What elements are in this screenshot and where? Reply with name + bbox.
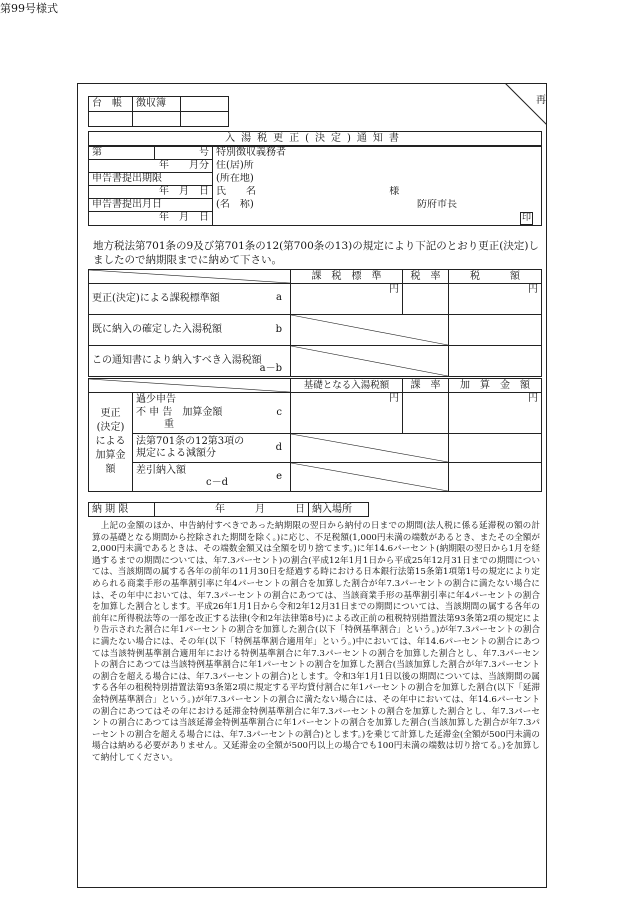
row-cd-diagonal (291, 463, 449, 492)
address-label: 住(居)所 (213, 160, 542, 173)
ledger-blank (181, 112, 229, 127)
tax-calc-table (88, 269, 542, 377)
corp-name-row (213, 199, 542, 212)
row-b-diagonal (291, 315, 449, 346)
row-b-mark: b (275, 324, 282, 335)
calc2-header-blank (89, 379, 291, 393)
address-sub-label: (所在地) (213, 173, 542, 186)
row-b-label: 既に納入の確定した入湯税額 b (89, 315, 291, 346)
calc-header-blank (89, 270, 291, 284)
col-tax-base: 課 税 標 準 (291, 270, 403, 284)
name-label: 氏 名 (216, 186, 256, 197)
row-c-mark: c (276, 407, 282, 418)
payment-table (88, 502, 542, 517)
additional-tax-table (88, 378, 542, 492)
col-rate: 課 率 (403, 379, 449, 393)
collection-book-label: 徴収簿 (133, 97, 181, 112)
year-month-division: 年 月分 (89, 160, 213, 173)
notice-text: 地方税法第701条の9及び第701条の12(第700条の13)の規定により下記のとおり更正(決定)しましたので納期限までに納めて下さい。 (93, 240, 539, 266)
seal-mark: 印 (521, 212, 531, 223)
ledger-blank (181, 97, 229, 112)
ledger-table (88, 96, 229, 127)
seal-cell (213, 212, 542, 226)
ledger-blank (89, 112, 133, 127)
document-title: 入湯税更正(決定)通知書 (89, 132, 542, 146)
row-d-label (133, 434, 291, 463)
filed-date-label: 申告書提出月日 (89, 199, 213, 212)
row-cd-mark: c－d (206, 477, 229, 488)
row-c-label (133, 393, 291, 434)
row-c-line3: 重 (164, 419, 174, 431)
row-d-line1: 法第701条の12第3項の (136, 436, 245, 447)
row-c-rate (403, 393, 449, 434)
row-c-line2: 不 申 告 加算金額 (136, 406, 223, 418)
row-ab-mark: a－b (259, 363, 282, 374)
deadline-date: 年 月 日 (155, 503, 309, 517)
side-label: 更正(決定)による加算金額 (89, 393, 133, 492)
deadline-label: 納 期 限 (89, 503, 155, 517)
col-base-tax: 基礎となる入湯税額 (291, 379, 403, 393)
filed-date: 年 月 日 (89, 212, 213, 226)
row-b-tax (449, 315, 542, 346)
row-cd-label (133, 463, 291, 492)
col-tax-amount: 税 額 (449, 270, 542, 284)
row-a-rate (403, 284, 449, 315)
row-a-label: 更正(決定)による課税標準額 a (89, 284, 291, 315)
name-row (213, 186, 542, 199)
filing-deadline-label: 申告書提出期限 (89, 173, 213, 186)
honorific: 様 (389, 186, 400, 197)
row-d-diagonal (291, 434, 449, 463)
row-d-amount (449, 434, 542, 463)
title-table (88, 131, 542, 146)
filing-deadline-date: 年 月 日 (89, 186, 213, 199)
number-label: 第 (89, 147, 155, 160)
form-number: 第99号様式 (0, 2, 58, 15)
col-tax-rate: 税 率 (403, 270, 449, 284)
row-a-base-yen: 円 (291, 284, 403, 315)
row-d-mark: d (275, 442, 282, 453)
row-cd-line1: 差引納入額 (136, 465, 186, 476)
row-ab-diagonal (291, 346, 449, 377)
row-c-line1: 過少申告 (136, 394, 176, 406)
col-additional-amount: 加 算 金 額 (449, 379, 542, 393)
row-ab-tax (449, 346, 542, 377)
row-ab-label: この通知書により納入すべき入湯税額 a－b (89, 346, 291, 377)
collector-label: 特別徴収義務者 (213, 147, 542, 160)
row-cd-mark-e: e (276, 471, 282, 482)
ledger-blank (133, 112, 181, 127)
late-fee-footnote: 上記の金額のほか、申告納付すべきであった納期限の翌日から納付の日までの期間(法人税に係る延滞税の額の計算の基礎となる期間から控除された期間を除く。)に応じ、不足税額(1,000円未満の端数があるとき、またその全額が2,000円未満であるときは、その端数金額又は全額を切り捨てます。)に年14.6パーセント(納期限の翌日から1月を経過するまでの期間については、年7.3パーセント)の割合(平成12年1月1日から平成25年12月31日までの期間については、当該期間の属する各年の前年の11月30日を経過する時における日本銀行法第15条第1項第1号の規定により定められる商業手形の基準割引率に年4パーセントの割合を加算した割合が年7.3パーセントの割合に満たない場合には、その年中においては、年7.3パーセントの割合にあつては、当該商業手形の基準割引率に年4パーセントの割合を加算した割合とします。平成26年1月1日から令和2年12月31日までの期間については、当該期間の属する各年の前年に所得税法等の一部を改正する法律(令和2年法律第8号)による改正前の租税特別措置法第93条第2項の規定により告示された割合に年1パーセントの割合を加算した割合(以下「特例基準割合」という。)が年7.3パーセントの割合に満たない場合には、その年(以下「特例基準割合適用年」という。)中においては、年14.6パーセントの割合にあつては当該特例基準割合適用年における特例基準割合に年7.3パーセントの割合を加算した割合とし、年7.3パーセントの割合にあつては当該特例基準割合に年1パーセントの割合を加算した割合(当該加算した割合が年7.3パーセントの割合を超える場合には、年7.3パーセントの割合)とします。令和3年1月1日以後の期間については、当該期間の属する各年の租税特別措置法第93条第2項に規定する平均貸付割合に年1パーセントの割合を加算した割合(以下「延滞金特例基準割合」という。)が年7.3パーセントの割合に満たない場合には、その年中においては、年14.6パーセントの割合にあつてはその年における延滞金特例基準割合に年7.3パーセントの割合を加算した割合とし、年7.3パーセントの割合にあつては当該延滞金特例基準割合に年1パーセントの割合を加算した割合(当該加算した割合が年7.3パーセントの割合を超える場合には、年7.3パーセントの割合)とします。)を乗じて計算した延滞金(全額が500円未満の場合は納める必要がありません。又延滞金の全額が500円以上の場合でも100円未満の端数は切り捨てる。)を加算して納付してください。 (92, 521, 540, 763)
row-a-mark: a (276, 292, 282, 303)
payment-place-label: 納入場所 (309, 503, 369, 517)
row-d-line2: 規定による減額分 (136, 448, 216, 459)
header-table (88, 146, 542, 226)
payment-place-value (369, 503, 542, 517)
number-suffix: 号 (155, 147, 213, 160)
row-a-tax-yen: 円 (449, 284, 542, 315)
row-c-base-yen: 円 (291, 393, 403, 434)
mayor-label: 防府市長 (417, 199, 457, 210)
row-cd-amount (449, 463, 542, 492)
row-c-amount-yen: 円 (449, 393, 542, 434)
ledger-label: 台 帳 (89, 97, 133, 112)
re-mark: 再 (536, 95, 546, 106)
corp-name-label: (名 称) (216, 199, 254, 210)
